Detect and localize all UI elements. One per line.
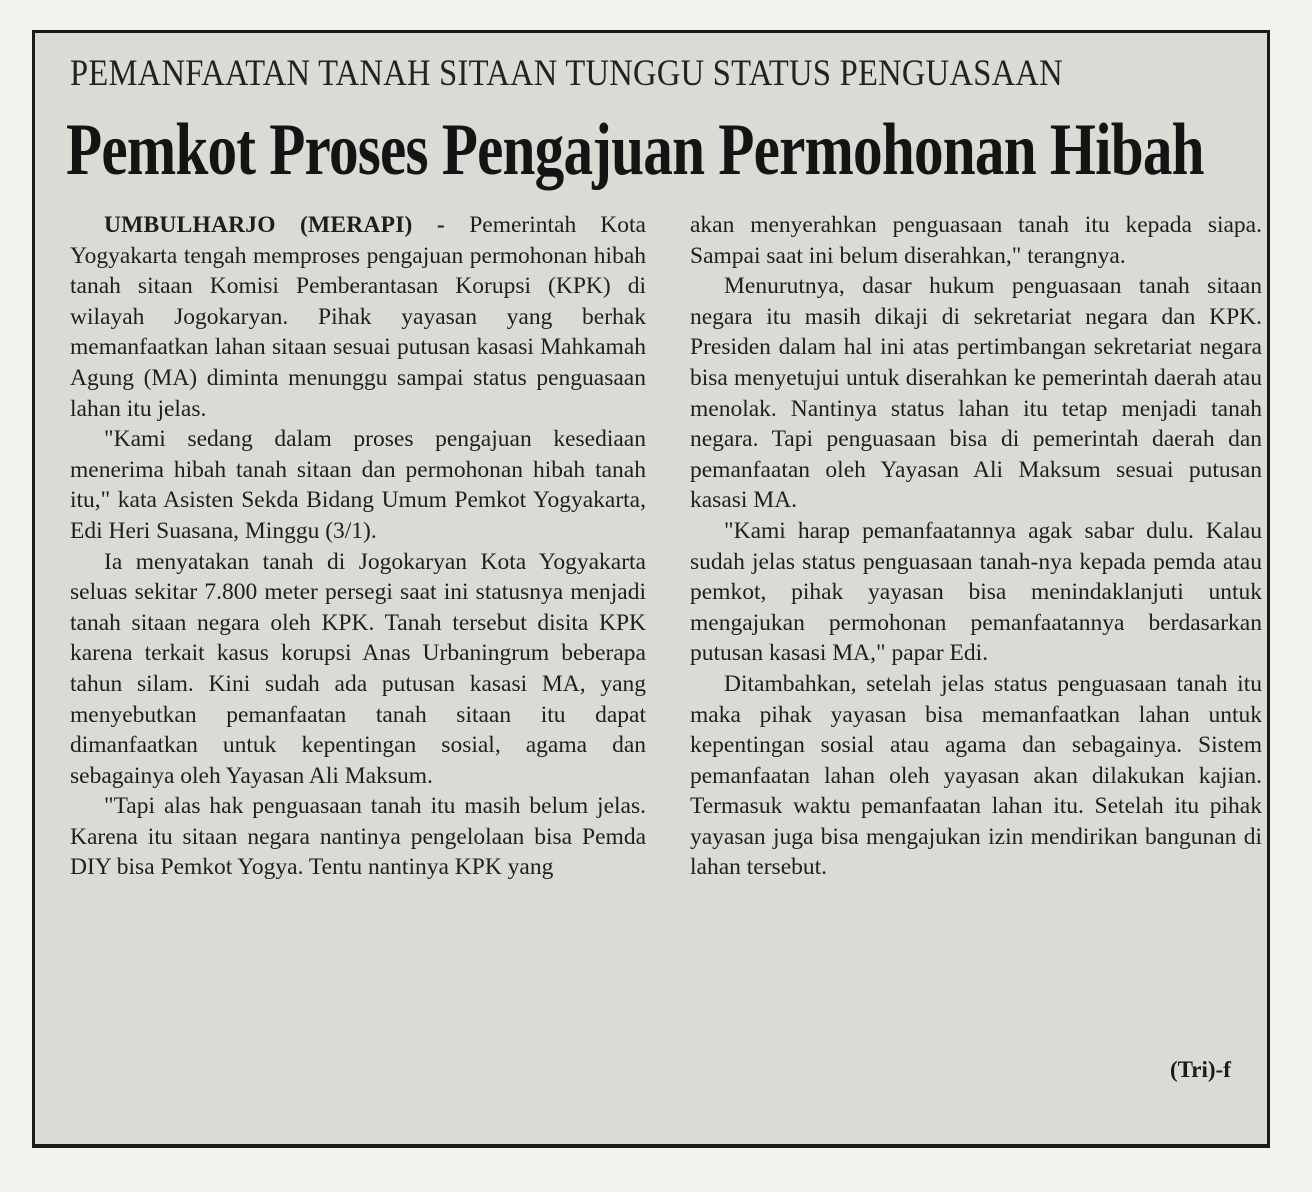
article-kicker: PEMANFAATAN TANAH SITAAN TUNGGU STATUS PENGUASAAN bbox=[70, 53, 1063, 94]
article-column-left bbox=[70, 210, 646, 883]
article-headline: Pemkot Proses Pengajuan Permohonan Hibah bbox=[66, 109, 1204, 191]
paragraph-4-continued: akan menyerahkan penguasaan tanah itu kepada siapa. Sampai saat ini belum diserahkan," terangnya. bbox=[690, 212, 1262, 269]
paragraph-2: "Kami sedang dalam proses pengajuan kesediaan menerima hibah tanah sitaan dan permohonan hibah tanah itu," kata Asisten Sekda Bidang Umum Pemkot Yogyakarta, Edi Heri Suasana, Minggu (3/1). bbox=[70, 426, 646, 544]
article-column-right bbox=[690, 210, 1262, 883]
paragraph-4: "Tapi alas hak penguasaan tanah itu masih belum jelas. Karena itu sitaan negara nantinya pengelolaan bisa Pemda DIY bisa Pemkot Yogya. Tentu nantinya KPK yang bbox=[70, 793, 646, 881]
dateline: UMBULHARJO (MERAPI) - bbox=[104, 212, 470, 238]
paragraph-text: Pemerintah Kota Yogyakarta tengah memproses pengajuan permohonan hibah tanah sitaan Komisi Pemberantasan Korupsi (KPK) di wilayah Jogokaryan. Pihak yayasan yang berhak memanfaatkan lahan sitaan sesuai putusan kasasi Mahkamah Agung (MA) diminta menunggu sampai status penguasaan lahan itu jelas. bbox=[70, 212, 646, 422]
author-signoff: (Tri)-f bbox=[1170, 1057, 1231, 1082]
paragraph-1 bbox=[70, 210, 646, 424]
paragraph-6: "Kami harap pemanfaatannya agak sabar dulu. Kalau sudah jelas status penguasaan tanah-nya kepada pemda atau pemkot, pihak yayasan bisa menindaklanjuti untuk mengajukan permohonan pemanfaatannya berdasarkan putusan kasasi MA," papar Edi. bbox=[690, 517, 1262, 667]
paragraph-3: Ia menyatakan tanah di Jogokaryan Kota Yogyakarta seluas sekitar 7.800 meter persegi saat ini statusnya menjadi tanah sitaan negara oleh KPK. Tanah tersebut disita KPK karena terkait kasus korupsi Anas Urbaningrum beberapa tahun silam. Kini sudah ada putusan kasasi MA, yang menyebutkan pemanfaatan tanah sitaan itu dapat dimanfaatkan untuk kepentingan sosial, agama dan sebagainya oleh Yayasan Ali Maksum. bbox=[70, 548, 646, 789]
paragraph-5: Menurutnya, dasar hukum penguasaan tanah sitaan negara itu masih dikaji di sekretariat negara dan KPK. Presiden dalam hal ini atas pertimbangan sekretariat negara bisa menyetujui untuk diserahkan ke pemerintah daerah atau menolak. Nantinya status lahan itu tetap menjadi tanah negara. Tapi penguasaan bisa di pemerintah daerah dan pemanfaatan oleh Yayasan Ali Maksum sesuai putusan kasasi MA. bbox=[690, 273, 1262, 514]
paragraph-7: Ditambahkan, setelah jelas status penguasaan tanah itu maka pihak yayasan bisa memanfaatkan lahan untuk kepentingan sosial atau agama dan sebagainya. Sistem pemanfaatan lahan oleh yayasan akan dilakukan kajian. Termasuk waktu pemanfaatan lahan itu. Setelah itu pihak yayasan juga bisa mengajukan izin mendirikan bangunan di lahan tersebut. bbox=[690, 670, 1262, 881]
